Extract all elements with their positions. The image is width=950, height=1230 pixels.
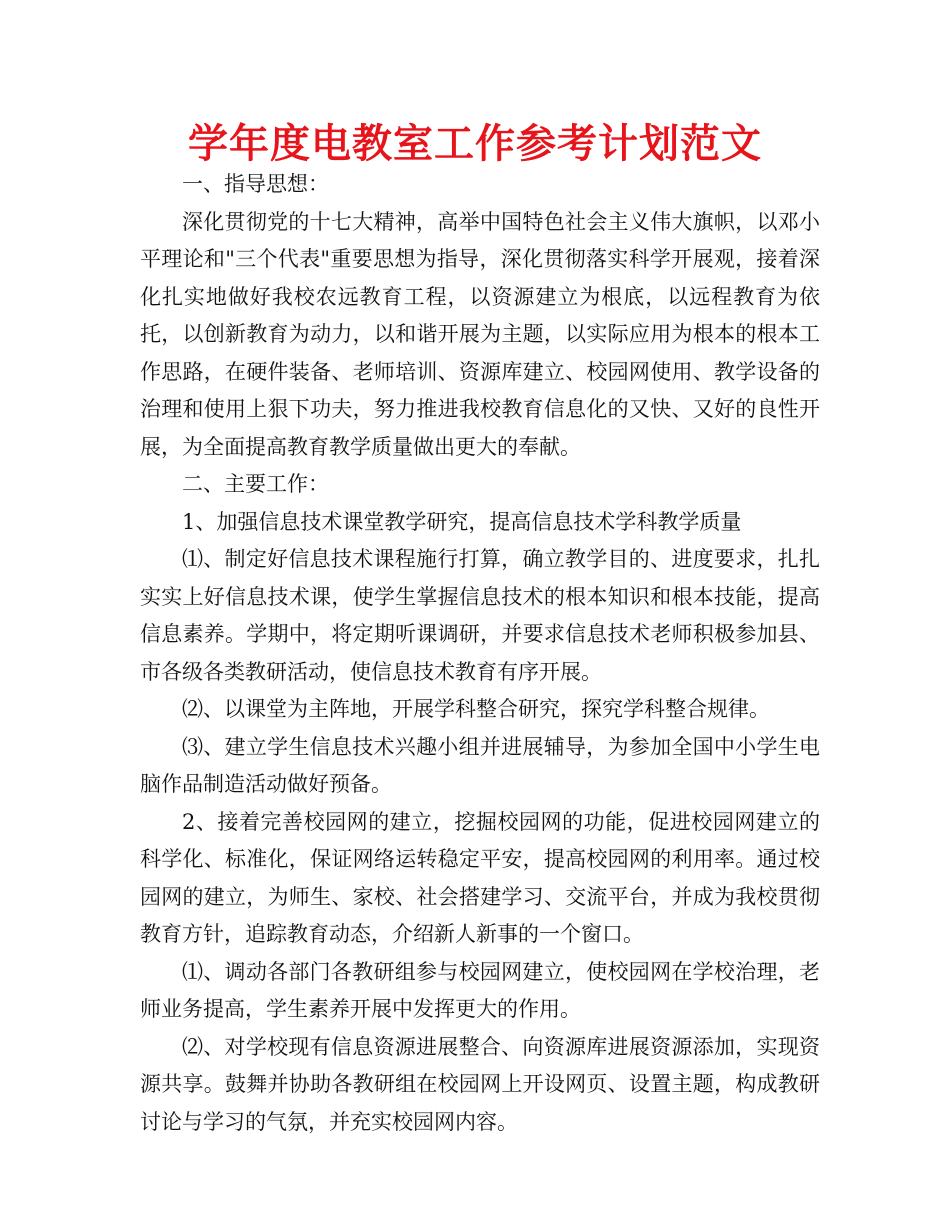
document-body <box>140 166 820 1141</box>
paragraph: ⑴、调动各部门各教研组参与校园网建立，使校园网在学校治理，老师业务提高，学生素养开展中发挥更大的作用。 <box>140 959 820 1021</box>
document-title: 学年度电教室工作参考计划范文 <box>188 121 762 167</box>
paragraph: ⑵、对学校现有信息资源进展整合、向资源库进展资源添加，实现资源共享。鼓舞并协助各教研组在校园网上开设网页、设置主题，构成教研讨论与学习的气氛，并充实校园网内容。 <box>140 1034 820 1134</box>
paragraph: ⑵、以课堂为主阵地，开展学科整合研究，探究学科整合规律。 <box>182 697 770 721</box>
paragraph: ⑶、建立学生信息技术兴趣小组并进展辅导，为参加全国中小学生电脑作品制造活动做好预备。 <box>140 734 820 796</box>
paragraph: ⑴、制定好信息技术课程施行打算，确立教学目的、进度要求，扎扎实实上好信息技术课，使学生掌握信息技术的根本知识和根本技能，提高信息素养。学期中，将定期听课调研，并要求信息技术老师积极参加县、市各级各类教研活动，使信息技术教育有序开展。 <box>140 547 820 684</box>
paragraph: 深化贯彻党的十七大精神，高举中国特色社会主义伟大旗帜，以邓小平理论和"三个代表"重要思想为指导，深化贯彻落实科学开展观，接着深化扎实地做好我校农远教育工程，以资源建立为根底，以远程教育为依托，以创新教育为动力，以和谐开展为主题，以实际应用为根本的根本工作思路，在硬件装备、老师培训、资源库建立、校园网使用、教学设备的治理和使用上狠下功夫，努力推进我校教育信息化的又快、又好的良性开展，为全面提高教育教学质量做出更大的奉献。 <box>140 209 820 459</box>
subheading-item-1: 1、加强信息技术课堂教学研究，提高信息技术学科教学质量 <box>182 509 742 534</box>
section-heading-main-work: 二、主要工作： <box>182 472 329 496</box>
paragraph: 2、接着完善校园网的建立，挖掘校园网的功能，促进校园网建立的科学化、标准化，保证网络运转稳定平安，提高校园网的利用率。通过校园网的建立，为师生、家校、社会搭建学习、交流平台，并成为我校贯彻教育方针，追踪教育动态，介绍新人新事的一个窗口。 <box>140 809 820 946</box>
section-heading-guiding-ideology: 一、指导思想： <box>182 172 329 196</box>
